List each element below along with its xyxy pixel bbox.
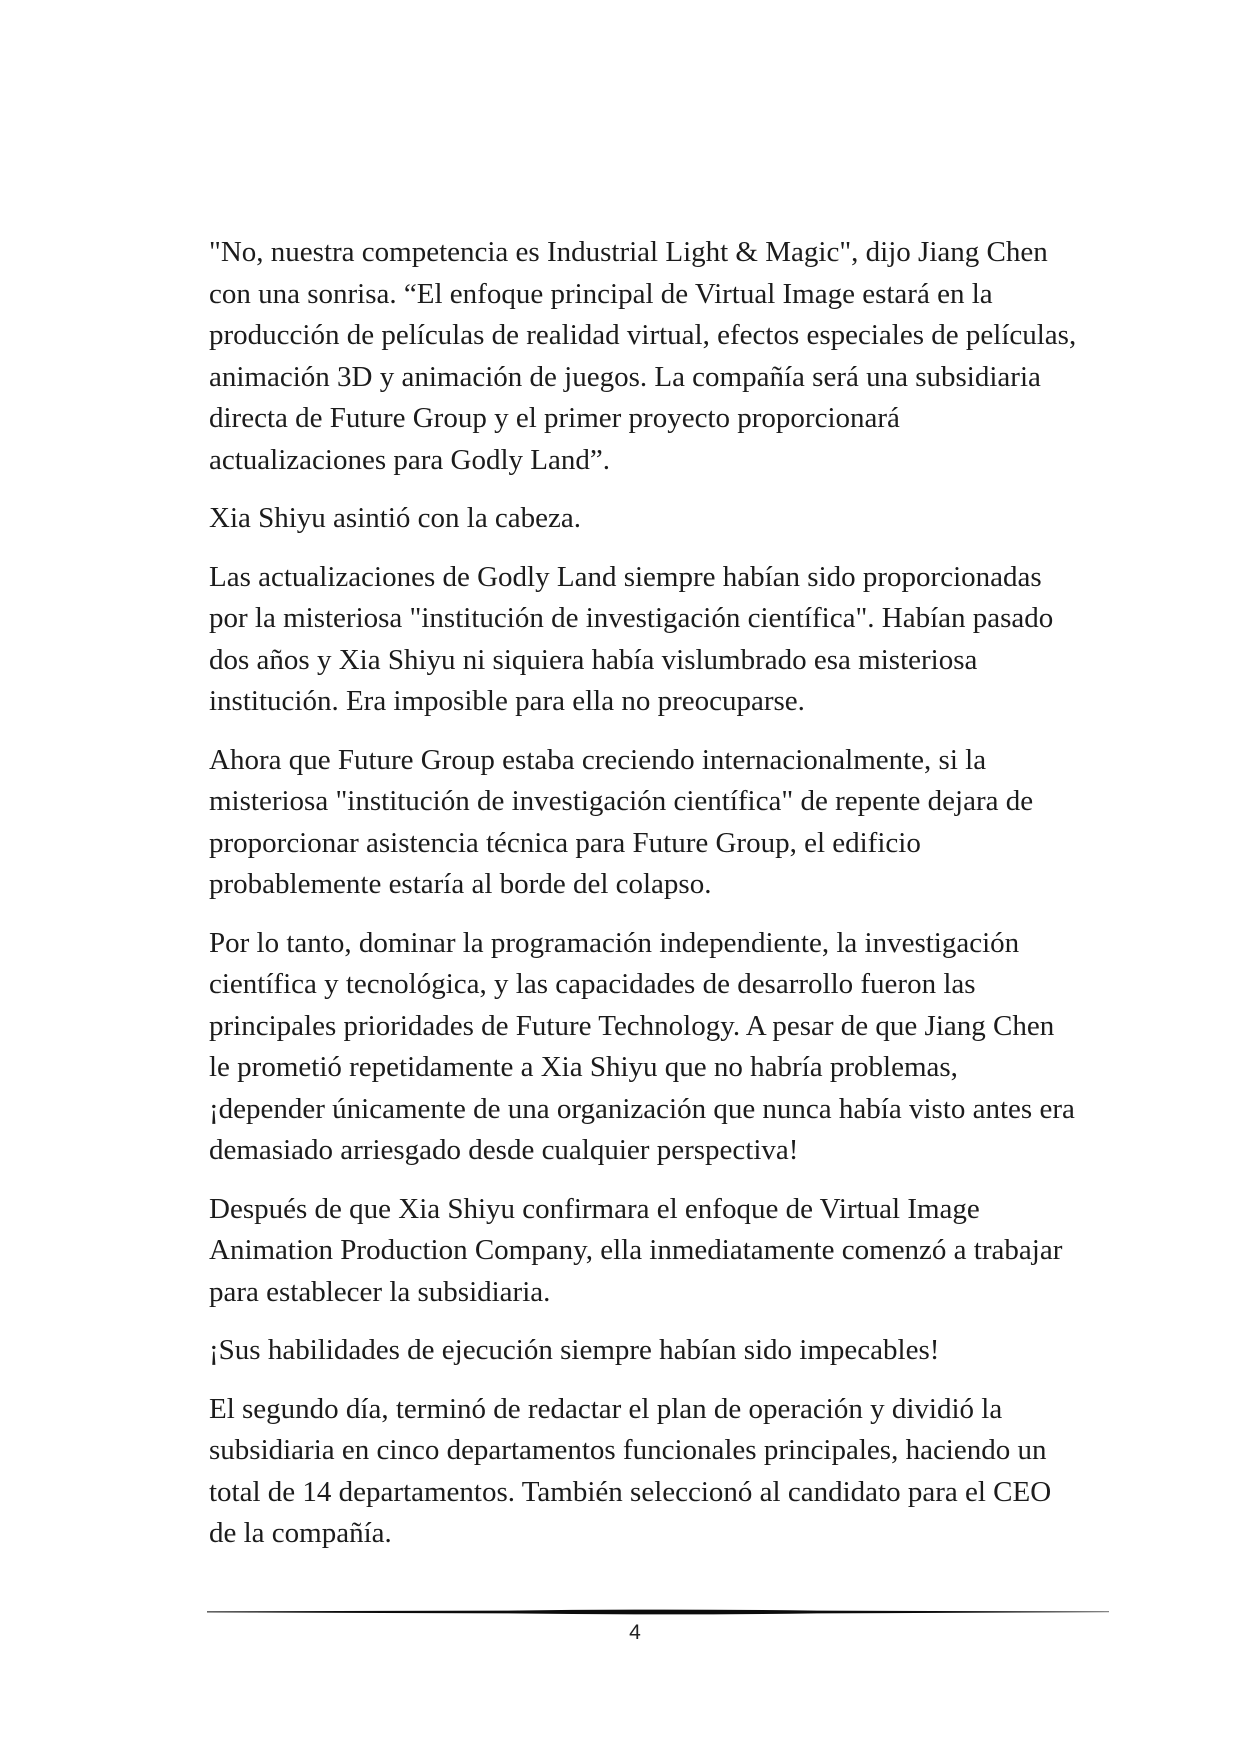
paragraph-2: Xia Shiyu asintió con la cabeza. (209, 502, 582, 534)
paragraph-6: Después de que Xia Shiyu confirmara el enfoque de Virtual Image Animation Production Company, ella inmediatamente comenzó a trabajar para establecer la subsidiaria. (209, 1192, 1063, 1308)
body-text (209, 232, 1079, 1572)
paragraph-7: ¡Sus habilidades de ejecución siempre habían sido impecables! (209, 1334, 940, 1366)
paragraph-5: Por lo tanto, dominar la programación independiente, la investigación científica y tecnológica, y las capacidades de desarrollo fueron las principales prioridades de Future Technology. A pesar de que Jiang Chen le prometió repetidamente a Xia Shiyu que no habría problemas, ¡depender únicamente de una organización que nunca había visto antes era demasiado arriesgado desde cualquier perspectiva! (209, 926, 1075, 1166)
footer-divider (207, 1604, 1109, 1620)
paragraph-4: Ahora que Future Group estaba creciendo internacionalmente, si la misteriosa "institución de investigación científica" de repente dejara de proporcionar asistencia técnica para Future Group, el edificio probablemente estaría al borde del colapso. (209, 743, 1034, 900)
paragraph-8: El segundo día, terminó de redactar el plan de operación y dividió la subsidiaria en cinco departamentos funcionales principales, haciendo un total de 14 departamentos. También seleccionó al candidato para el CEO de la compañía. (209, 1392, 1052, 1549)
paragraph-3: Las actualizaciones de Godly Land siempre habían sido proporcionadas por la misteriosa "institución de investigación científica". Habían pasado dos años y Xia Shiyu ni siquiera había vislumbrado esa misteriosa institución. Era imposible para ella no preocuparse. (209, 560, 1054, 717)
paragraph-1: "No, nuestra competencia es Industrial Light & Magic", dijo Jiang Chen con una sonrisa. “El enfoque principal de Virtual Image estará en la producción de películas de realidad virtual, efectos especiales de películas, animación 3D y animación de juegos. La compañía será una subsidiaria directa de Future Group y el primer proyecto proporcionará actualizaciones para Godly Land”. (209, 236, 1077, 476)
page-number: 4 (629, 1621, 641, 1644)
